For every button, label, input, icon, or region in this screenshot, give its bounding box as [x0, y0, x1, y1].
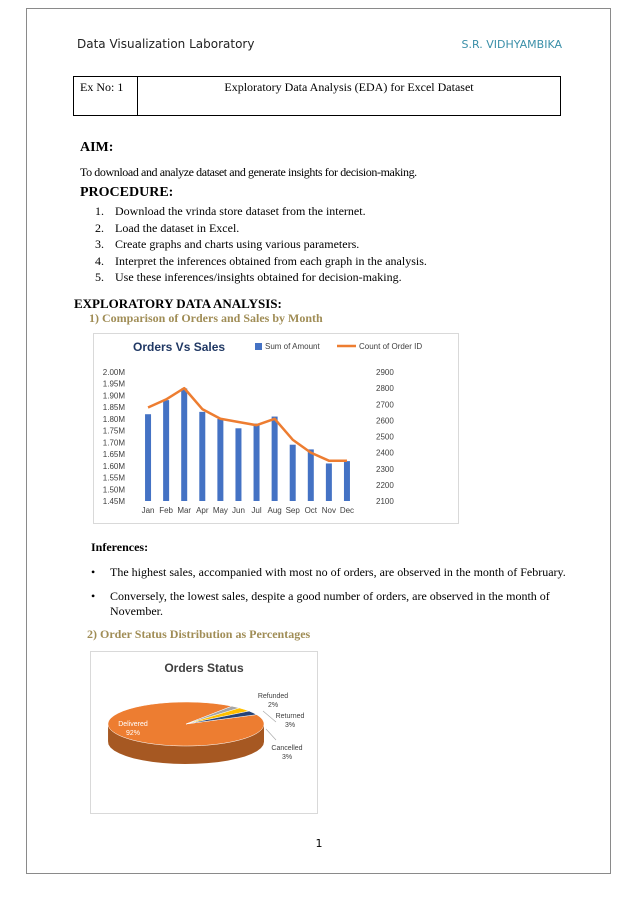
x-tick-label: Oct — [304, 506, 318, 515]
exercise-table — [73, 76, 561, 116]
y-right-tick-label: 2300 — [376, 464, 394, 474]
bullet-icon: • — [91, 565, 96, 579]
procedure-step: 5. Use these inferences/insights obtained for decision-making. — [95, 270, 402, 284]
x-tick-label: Jun — [232, 506, 245, 515]
leader-line — [263, 711, 276, 722]
y-right-tick-label: 2800 — [376, 384, 394, 394]
exercise-title: Exploratory Data Analysis (EDA) for Excel Dataset — [224, 80, 474, 94]
x-tick-label: Dec — [339, 506, 355, 515]
procedure-step: 3. Create graphs and charts using various parameters. — [95, 237, 360, 251]
pie-pct-label: 3% — [281, 754, 293, 761]
bar — [290, 445, 296, 501]
bar — [163, 400, 169, 501]
y-left-tick-label: 1.70M — [102, 438, 125, 448]
chart-title: Orders Vs Sales — [133, 340, 226, 354]
x-tick-label: Mar — [177, 506, 192, 515]
y-left-tick-label: 1.95M — [102, 379, 125, 389]
x-tick-label: Aug — [267, 506, 282, 515]
pie-label: Refunded — [257, 693, 289, 700]
x-tick-label: Jul — [251, 506, 262, 515]
bar — [145, 414, 151, 501]
aim-heading: AIM: — [80, 140, 114, 155]
y-right-tick-label: 2900 — [376, 368, 394, 377]
orders-vs-sales-chart — [93, 333, 459, 524]
orders-status-chart — [90, 651, 318, 814]
legend-label: Count of Order ID — [359, 342, 423, 351]
bar — [217, 419, 223, 501]
x-tick-label: Feb — [159, 506, 174, 515]
bullet-icon: • — [91, 589, 96, 603]
bar — [326, 463, 332, 501]
bar — [308, 449, 314, 501]
bar — [272, 417, 278, 501]
leader-line — [266, 729, 276, 740]
procedure-step: 1. Download the vrinda store dataset from the internet. — [95, 204, 366, 218]
header-author: S.R. VIDHYAMBIKA — [461, 38, 562, 51]
bar — [254, 424, 260, 501]
y-left-tick-label: 1.50M — [102, 485, 125, 495]
x-tick-label: Nov — [321, 506, 336, 515]
bar — [181, 388, 187, 501]
pie-label: Delivered — [118, 721, 148, 728]
aim-text: To download and analyze dataset and generate insights for decision-making. — [80, 165, 417, 179]
orders-status-svg — [91, 652, 317, 813]
orders-vs-sales-svg — [94, 334, 458, 523]
y-left-tick-label: 1.60M — [102, 461, 125, 471]
y-right-tick-label: 2100 — [376, 497, 394, 506]
procedure-steps — [95, 204, 427, 287]
y-left-tick-label: 1.75M — [102, 426, 125, 436]
x-tick-label: Apr — [196, 506, 209, 515]
section2-heading: 2) Order Status Distribution as Percentages — [87, 627, 311, 641]
bar — [344, 461, 350, 501]
eda-heading: EXPLORATORY DATA ANALYSIS: — [74, 296, 282, 311]
x-tick-label: Jan — [141, 506, 155, 515]
legend-label: Sum of Amount — [265, 342, 320, 351]
y-left-tick-label: 2.00M — [102, 368, 125, 377]
x-tick-label: Sep — [285, 506, 300, 515]
y-left-tick-label: 1.80M — [102, 414, 125, 424]
y-right-tick-label: 2600 — [376, 416, 394, 426]
chart-title: Orders Status — [164, 661, 244, 675]
bar — [199, 412, 205, 501]
section1-heading: 1) Comparison of Orders and Sales by Month — [89, 311, 323, 325]
y-right-tick-label: 2200 — [376, 480, 394, 490]
procedure-step: 4. Interpret the inferences obtained from each graph in the analysis. — [95, 253, 427, 268]
y-right-tick-label: 2500 — [376, 432, 394, 442]
y-left-tick-label: 1.90M — [102, 391, 125, 401]
inference-bullet: • The highest sales, accompanied with most no of orders, are observed in the month of February. — [91, 565, 566, 579]
pie-label: Returned — [275, 713, 305, 720]
inferences-heading: Inferences: — [91, 540, 149, 554]
pie-pct-label: 2% — [267, 702, 279, 709]
y-left-tick-label: 1.45M — [102, 497, 125, 506]
y-right-tick-label: 2700 — [376, 400, 394, 410]
order-count-line — [148, 388, 347, 461]
y-right-tick-label: 2400 — [376, 448, 394, 458]
y-left-tick-label: 1.55M — [102, 473, 125, 483]
pie-label: Cancelled — [271, 745, 303, 752]
procedure-heading: PROCEDURE: — [80, 185, 174, 200]
x-tick-label: May — [212, 506, 228, 515]
pie-pct-label: 3% — [284, 722, 296, 729]
y-left-tick-label: 1.85M — [102, 403, 125, 413]
procedure-step: 2. Load the dataset in Excel. — [95, 220, 240, 235]
pie-pct-label: 92% — [125, 730, 141, 737]
y-left-tick-label: 1.65M — [102, 450, 125, 460]
exercise-number: Ex No: 1 — [74, 77, 138, 115]
header-lab-title: Data Visualization Laboratory — [77, 37, 255, 51]
bar — [235, 428, 241, 501]
page-number: 1 — [315, 837, 323, 850]
legend-swatch-bar — [255, 343, 262, 350]
inference-bullet: • Conversely, the lowest sales, despite a good number of orders, are observed in the month of November. — [91, 589, 550, 618]
